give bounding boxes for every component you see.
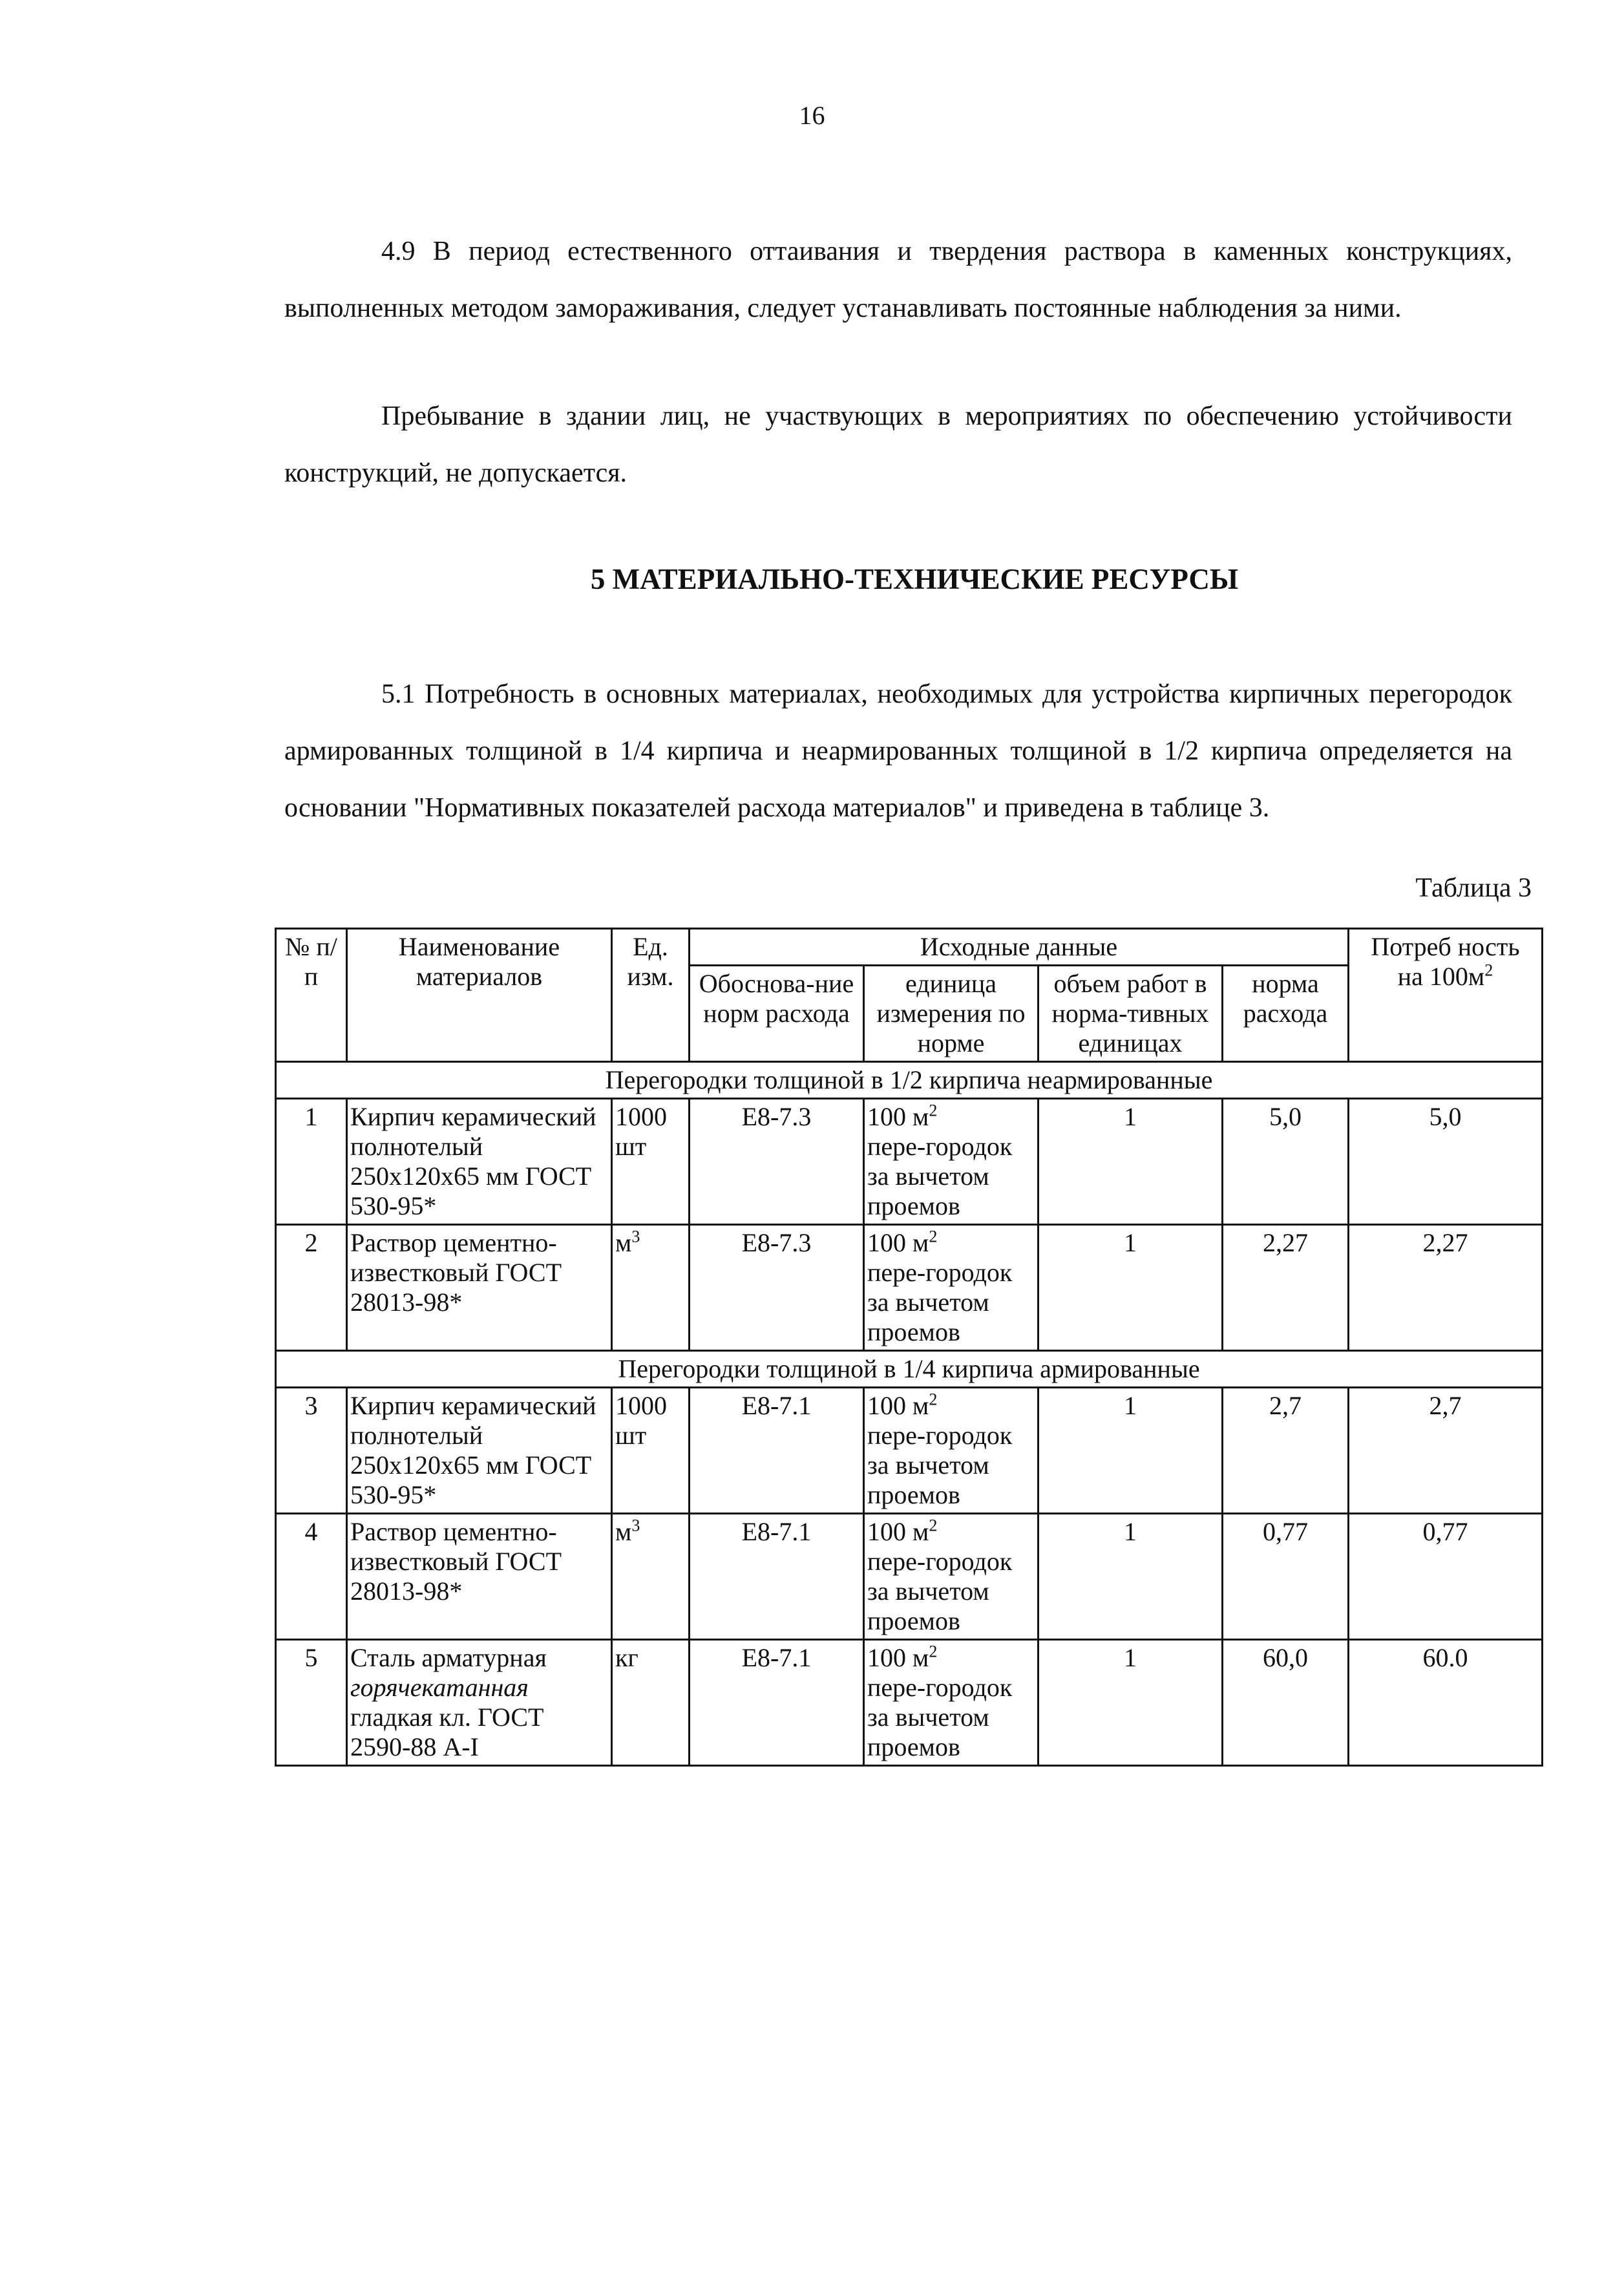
cell-name: Сталь арматурная горячекатанная гладкая кл. ГОСТ 2590-88 А-I <box>347 1640 612 1766</box>
cell-volume: 1 <box>1039 1640 1223 1766</box>
table-row <box>276 1099 1543 1225</box>
cell-basis: Е8-7.1 <box>690 1514 864 1640</box>
cell-rate: 2,27 <box>1223 1225 1349 1351</box>
paragraph-4-9-continued: Пребывание в здании лиц, не участвующих в мероприятиях по обеспечению устойчивости конструкций, не допускается. <box>284 401 1512 488</box>
cell-need: 0,77 <box>1349 1514 1543 1640</box>
section-row <box>276 1062 1543 1099</box>
header-source: Исходные данные <box>690 929 1349 966</box>
cell-name: Раствор цементно-известковый ГОСТ 28013-98* <box>347 1514 612 1640</box>
cell-norm-unit: 100 $м^2$ пере-городок за вычетом проемов <box>864 1514 1039 1640</box>
section-row <box>276 1351 1543 1388</box>
header-volume: объем работ в норма-тивных единицах <box>1039 966 1223 1062</box>
cell-norm-unit: 100 $м^2$ пере-городок за вычетом проемов <box>864 1099 1039 1225</box>
header-num: № п/п <box>276 929 347 1062</box>
cell-need: 2,7 <box>1349 1388 1543 1514</box>
header-norm-unit: единица измерения по норме <box>864 966 1039 1062</box>
cell-unit: кг <box>612 1640 690 1766</box>
cell-basis: Е8-7.3 <box>690 1099 864 1225</box>
cell-num: 5 <box>276 1640 347 1766</box>
cell-volume: 1 <box>1039 1388 1223 1514</box>
cell-basis: Е8-7.1 <box>690 1640 864 1766</box>
table-row <box>276 1514 1543 1640</box>
paragraph-5-1: 5.1 Потребность в основных материалах, необходимых для устройства кирпичных перегородок армированных толщиной в 1/4 кирпича и неармированных толщиной в 1/2 кирпича определяется на основании "Нормативных показателей расхода материалов" и приведена в таблице 3. <box>284 679 1512 823</box>
cell-need: 60.0 <box>1349 1640 1543 1766</box>
cell-name: Кирпич керамический полнотелый 250х120х65 мм ГОСТ 530-95* <box>347 1388 612 1514</box>
cell-rate: 60,0 <box>1223 1640 1349 1766</box>
header-rate: норма расхода <box>1223 966 1349 1062</box>
paragraph-4-9: 4.9 В период естественного оттаивания и твердения раствора в каменных конструкциях, выполненных методом замораживания, следует устанавливать постоянные наблюдения за ними. <box>284 237 1512 323</box>
section-title-half-brick: Перегородки толщиной в 1/2 кирпича неармированные <box>276 1062 1543 1099</box>
materials-table <box>275 928 1543 1767</box>
header-name: Наименование материалов <box>347 929 612 1062</box>
cell-basis: Е8-7.3 <box>690 1225 864 1351</box>
cell-norm-unit: 100 $м^2$ пере-городок за вычетом проемов <box>864 1225 1039 1351</box>
header-unit: Ед. изм. <box>612 929 690 1062</box>
cell-rate: 0,77 <box>1223 1514 1349 1640</box>
section-heading: 5 МАТЕРИАЛЬНО-ТЕХНИЧЕСКИЕ РЕСУРСЫ <box>590 563 1239 595</box>
cell-name: Кирпич керамический полнотелый 250х120х65 мм ГОСТ 530-95* <box>347 1099 612 1225</box>
cell-need: 5,0 <box>1349 1099 1543 1225</box>
page-number: 16 <box>799 101 825 130</box>
cell-norm-unit: 100 $м^2$ пере-городок за вычетом проемов <box>864 1388 1039 1514</box>
table-header-row <box>276 929 1543 966</box>
cell-norm-unit: 100 $м^2$ пере-городок за вычетом проемов <box>864 1640 1039 1766</box>
cell-basis: Е8-7.1 <box>690 1388 864 1514</box>
cell-volume: 1 <box>1039 1099 1223 1225</box>
header-basis: Обоснова-ние норм расхода <box>690 966 864 1062</box>
cell-name: Раствор цементно-известковый ГОСТ 28013-98* <box>347 1225 612 1351</box>
cell-unit: 1000 шт <box>612 1388 690 1514</box>
cell-need: 2,27 <box>1349 1225 1543 1351</box>
cell-unit: 1000 шт <box>612 1099 690 1225</box>
cell-unit: $м^3$ <box>612 1514 690 1640</box>
table-row <box>276 1640 1543 1766</box>
cell-volume: 1 <box>1039 1514 1223 1640</box>
cell-volume: 1 <box>1039 1225 1223 1351</box>
cell-num: 2 <box>276 1225 347 1351</box>
cell-unit: $м^3$ <box>612 1225 690 1351</box>
cell-num: 4 <box>276 1514 347 1640</box>
table-row <box>276 1225 1543 1351</box>
cell-num: 1 <box>276 1099 347 1225</box>
cell-num: 3 <box>276 1388 347 1514</box>
section-title-quarter-brick: Перегородки толщиной в 1/4 кирпича армированные <box>276 1351 1543 1388</box>
table-row <box>276 1388 1543 1514</box>
header-need: Потреб ность на $100м^2$ <box>1349 929 1543 1062</box>
table-caption: Таблица 3 <box>1415 873 1532 903</box>
cell-rate: 2,7 <box>1223 1388 1349 1514</box>
cell-rate: 5,0 <box>1223 1099 1349 1225</box>
